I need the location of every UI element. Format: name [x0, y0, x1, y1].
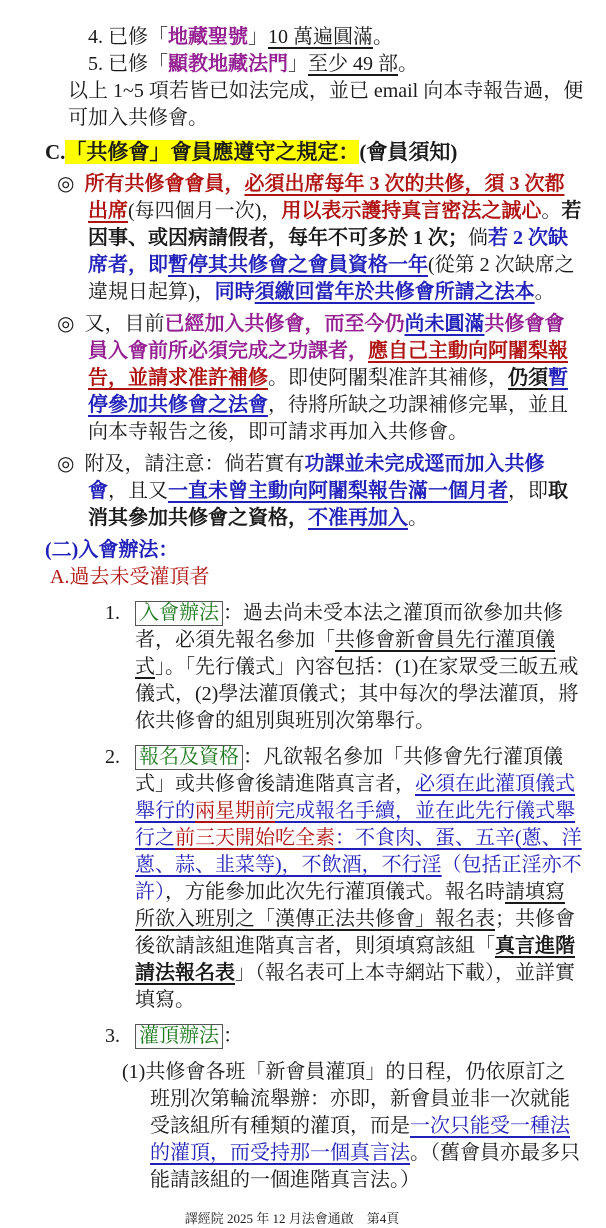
bullet-attendance-rule: [0, 171, 606, 306]
text-run: 倘: [468, 227, 488, 249]
text-run: 所有共修會會員，: [84, 173, 245, 195]
text-run: ，即: [508, 480, 548, 502]
text-run: 必須在此灌頂儀式舉行的: [135, 773, 575, 822]
text-run: 」。「先行儀式」內容包括：(1)在家眾受三皈五戒儀式，(2)學法灌頂儀式；其中每次的學法灌頂，將依共修會的組別與班別次第舉行。: [135, 656, 579, 732]
text-run: ◎: [57, 453, 75, 475]
text-run: 1.: [105, 602, 125, 624]
text-run: ，待將所缺之功課補修完畢，並且向本寺報告之後，即可請求再加入共修會。: [88, 394, 568, 443]
sub-item-1-empowerment-schedule: [0, 1059, 606, 1194]
bullet-disqualification-rule: [0, 451, 606, 532]
text-run: 用以表示護持真言密法之誠心: [281, 200, 542, 222]
text-run: 共修會新會員先行灌頂儀式: [135, 629, 555, 678]
text-run: 入會辦法: [135, 601, 223, 626]
list-item-5: [0, 51, 606, 78]
list-item-4: [0, 24, 606, 51]
para-completion-note: [0, 78, 606, 132]
text-run: C.: [45, 140, 66, 164]
text-run: 仍須: [508, 367, 548, 389]
text-run: 請填寫所欲入班別之「漢傳正法共修會」報名表: [135, 881, 565, 930]
text-run: ：凡欲報名參加「共修會先行灌頂儀式」或共修會後請進階真言者，: [135, 746, 563, 795]
text-run: 。即使阿闍梨准許其補修，: [268, 367, 508, 389]
text-run: 。: [398, 53, 418, 75]
text-run: 。: [373, 26, 393, 48]
text-run: 地藏聖號: [168, 26, 248, 48]
text-run: 。: [534, 281, 555, 303]
numbered-item-2-registration-qualification: [0, 744, 606, 1014]
document-content: [0, 24, 606, 1194]
subsection-a-heading: [0, 564, 606, 591]
text-run: ，且又: [108, 480, 168, 502]
text-run: 若因事、或因病請假者，每年不可多於 1 次；: [88, 200, 582, 249]
text-run: 暫停其共修會之會員資格一年: [168, 254, 428, 276]
text-run: 」: [288, 53, 308, 75]
text-run: 前三天開始吃全素: [175, 827, 335, 849]
text-run: 「共修會」會員應遵守之規定：: [65, 140, 360, 164]
text-run: 灌頂辦法: [135, 1024, 223, 1049]
text-run: 5. 已修「: [88, 53, 168, 75]
text-run: 必須出席每年 3 次的共修，須 3 次都出席: [88, 173, 565, 222]
text-run: 附及，請注意：倘若實有: [84, 453, 305, 475]
text-run: ：: [223, 1025, 243, 1047]
text-run: (每四個月一次)，: [128, 200, 282, 222]
text-run: ：不食肉、蛋、五辛(蔥、洋蔥、蒜、韭菜等)，不飲酒，不行淫: [135, 827, 582, 876]
text-run: 共修會各班「新會員灌頂」的日程，仍依原訂之班別次第輪流舉辦：亦即，新會員並非一次就能受該組所有種類的灌頂，而是: [145, 1061, 570, 1137]
text-run: 一次只能受一種法的灌頂，而受持那一個真言法: [150, 1115, 570, 1164]
text-run: 功課並未完成逕而加入共修會: [88, 453, 545, 502]
section-2-admission-heading: [0, 537, 606, 564]
text-run: A.過去未受灌頂者: [50, 566, 210, 588]
text-run: 10 萬遍圓滿: [268, 26, 373, 48]
page-footer: 譯經院 2025 年 12 月法會通啟 第4頁: [184, 1211, 400, 1226]
text-run: (會員須知): [359, 140, 458, 164]
text-run: （包括正淫亦不許）: [135, 854, 582, 903]
text-run: 顯教地藏法門: [168, 53, 288, 75]
text-run: 又，目前: [84, 313, 165, 335]
text-run: 2.: [105, 746, 125, 768]
text-run: 」: [248, 26, 268, 48]
text-run: ；共修會後欲請該組進階真言者，則須填寫該組「: [135, 908, 575, 957]
text-run: 若 2 次缺席者，即: [88, 227, 568, 276]
text-run: 已經加入共修會，而至今仍: [164, 313, 405, 335]
text-run: 取消其參加共修會之資格，: [88, 480, 568, 529]
text-run: 共修會會員入會前所必須完成之功課者，: [88, 313, 565, 362]
text-run: 同時: [214, 281, 255, 303]
text-run: 兩星期前: [195, 800, 275, 822]
text-run: 須繳回當年於共修會所請之法本: [254, 281, 535, 303]
text-run: (二)入會辦法：: [45, 539, 179, 561]
text-run: 完成報名手續，並在此先行儀式舉行之: [135, 800, 575, 849]
text-run: 。: [408, 507, 428, 529]
text-run: 3.: [105, 1025, 125, 1047]
text-run: (1): [122, 1061, 146, 1083]
text-run: ◎: [57, 313, 75, 335]
text-run: 不准再加入: [308, 507, 408, 529]
text-run: 報名及資格: [135, 745, 243, 770]
text-run: 以上 1~5 項若皆已如法完成，並已 email 向本寺報告過，便可加入共修會。: [68, 80, 584, 129]
text-run: 。: [541, 200, 562, 222]
text-run: 真言進階請法報名表: [135, 935, 575, 984]
text-run: 一直未曾主動向阿闍梨報告滿一個月者: [168, 480, 508, 502]
text-run: ◎: [57, 173, 75, 195]
numbered-item-3-empowerment-method: [0, 1023, 606, 1050]
text-run: 尚未圓滿: [404, 313, 485, 335]
text-run: 應自己主動向阿闍梨報告，並請求准許補修: [88, 340, 568, 389]
heading-c-member-rules: [0, 139, 606, 166]
bullet-makeup-homework-rule: [0, 311, 606, 446]
text-run: 至少 49 部: [308, 53, 398, 75]
text-run: 暫停參加共修會之法會: [88, 367, 568, 416]
text-run: 。（舊會員亦最多只能請該組的一個進階真言法。）: [150, 1142, 580, 1191]
text-run: (從第 2 次缺席之違規日起算)，: [88, 254, 575, 303]
text-run: ：過去尚未受本法之灌頂而欲參加共修者，必須先報名參加「: [135, 602, 563, 651]
text-run: 4. 已修「: [88, 26, 168, 48]
text-run: ，方能參加此次先行灌頂儀式。報名時: [165, 881, 505, 903]
text-run: 」（報名表可上本寺網站下載），並詳實填寫。: [135, 962, 575, 1011]
numbered-item-1-admission-method: [0, 600, 606, 735]
